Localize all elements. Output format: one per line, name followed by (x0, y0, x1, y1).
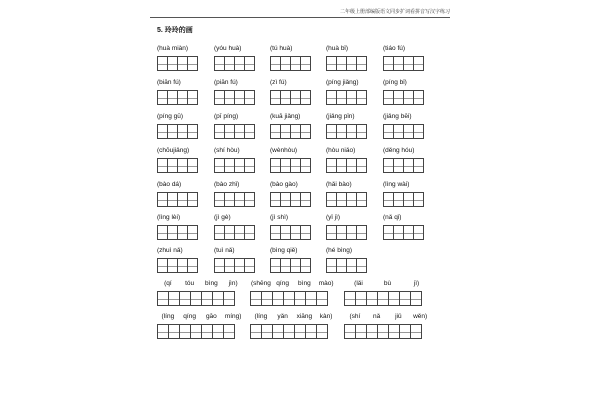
pinyin-syllable: bìng (205, 280, 218, 287)
header-rule (150, 17, 450, 18)
pinyin-syllable: jì) (413, 280, 420, 287)
pinyin-syllable: qíng (183, 313, 196, 320)
pinyin-label: (shí hòu) (214, 147, 240, 154)
writing-grid (270, 90, 311, 105)
pinyin-syllable: bìng (298, 280, 311, 287)
writing-grid (214, 124, 255, 139)
pinyin-label: (lìng wài) (383, 181, 410, 188)
vocab-item (157, 78, 198, 105)
writing-cell[interactable] (223, 324, 235, 339)
pinyin-label: (tuì nǎ) (214, 247, 235, 254)
writing-grid (383, 56, 424, 71)
pinyin-label: (bào gào) (270, 181, 298, 188)
pinyin-label: (wènhòu) (270, 147, 298, 154)
writing-grid (383, 158, 424, 173)
pinyin-syllable: wěn) (413, 313, 428, 320)
vocab-item (383, 146, 424, 173)
pinyin-label: (píng bǐ) (383, 79, 407, 86)
pinyin-syllable: xiāng (296, 313, 313, 320)
vocab-item (214, 180, 255, 207)
pinyin-syllable: (qí (164, 280, 172, 287)
pinyin-syllable: jiǔ (395, 313, 402, 320)
writing-cell[interactable] (413, 225, 424, 240)
pinyin-label: (pī píng) (214, 113, 239, 120)
writing-grid (157, 225, 198, 240)
pinyin-label (157, 312, 244, 321)
writing-cell[interactable] (356, 158, 367, 173)
writing-cell[interactable] (187, 56, 198, 71)
vocab-item (157, 213, 198, 240)
pinyin-syllable: (líng (161, 313, 175, 320)
pinyin-label: (jiǎng bēi) (383, 113, 412, 120)
writing-grid (326, 258, 367, 273)
vocab-item (157, 44, 198, 71)
pinyin-label: (zì fú) (270, 79, 287, 86)
writing-grid (326, 158, 367, 173)
writing-grid (326, 225, 367, 240)
writing-grid (270, 158, 311, 173)
writing-grid (157, 124, 198, 139)
writing-grid (326, 124, 367, 139)
pinyin-syllable: míng) (224, 313, 242, 320)
pinyin-label: (bào zhǐ) (214, 181, 240, 188)
writing-cell[interactable] (300, 56, 311, 71)
pinyin-label (344, 279, 431, 288)
writing-cell[interactable] (413, 56, 424, 71)
vocab-item (214, 146, 255, 173)
writing-grid (344, 291, 431, 306)
pinyin-label: (tiáo fú) (383, 45, 406, 52)
writing-grid (270, 124, 311, 139)
writing-cell[interactable] (187, 158, 198, 173)
pinyin-label (250, 279, 337, 288)
writing-cell[interactable] (316, 324, 328, 339)
pinyin-label: (bào dá) (157, 181, 182, 188)
vocab-item (270, 213, 311, 240)
writing-grid (270, 192, 311, 207)
writing-grid (383, 225, 424, 240)
writing-cell[interactable] (244, 225, 255, 240)
vocab-item (270, 44, 311, 71)
writing-cell[interactable] (356, 124, 367, 139)
writing-grid (326, 192, 367, 207)
vocab-item (383, 44, 424, 71)
pinyin-label: (bìng qiě) (270, 247, 298, 254)
writing-grid (214, 192, 255, 207)
pinyin-syllable: mào) (318, 280, 334, 287)
writing-cell[interactable] (300, 192, 311, 207)
writing-grid (157, 324, 244, 339)
pinyin-label: (kuā jiǎng) (270, 113, 301, 120)
pinyin-label: (děng hóu) (383, 147, 415, 154)
writing-grid (157, 56, 198, 71)
pinyin-syllable: yǎn (277, 313, 288, 320)
vocab-item (270, 180, 311, 207)
writing-cell[interactable] (316, 291, 328, 306)
vocab-item (214, 246, 255, 273)
writing-grid (270, 258, 311, 273)
writing-cell[interactable] (244, 124, 255, 139)
idiom-item (157, 312, 244, 339)
pinyin-label: (tú huà) (270, 45, 293, 52)
vocab-item (383, 112, 424, 139)
writing-cell[interactable] (187, 225, 198, 240)
vocab-item (383, 213, 424, 240)
pinyin-label: (piān fú) (214, 79, 238, 86)
pinyin-label: (jiǎng pǐn) (326, 113, 355, 120)
writing-grid (157, 158, 198, 173)
vocab-item (326, 180, 367, 207)
idiom-item (344, 279, 431, 306)
vocab-item (157, 246, 198, 273)
writing-cell[interactable] (244, 258, 255, 273)
vocab-item (214, 213, 255, 240)
writing-cell[interactable] (300, 158, 311, 173)
vocab-item (270, 78, 311, 105)
writing-grid (344, 324, 431, 339)
vocab-item (157, 180, 198, 207)
writing-grid (157, 258, 198, 273)
writing-grid (157, 192, 198, 207)
pinyin-syllable: nǎ (373, 313, 381, 320)
vocab-item (326, 213, 367, 240)
writing-cell[interactable] (410, 324, 422, 339)
vocab-item (214, 44, 255, 71)
pinyin-label (344, 312, 431, 321)
vocab-item (270, 112, 311, 139)
writing-cell[interactable] (356, 258, 367, 273)
vocab-item (214, 78, 255, 105)
pinyin-label: (yǐ jì) (326, 214, 341, 221)
pinyin-syllable: kàn) (319, 313, 333, 320)
vocab-item (157, 112, 198, 139)
writing-cell[interactable] (223, 291, 235, 306)
pinyin-label: (jì gè) (214, 214, 231, 221)
pinyin-label: (biān fú) (157, 79, 181, 86)
writing-cell[interactable] (300, 258, 311, 273)
writing-grid (157, 291, 244, 306)
pinyin-label: (píng gū) (157, 113, 184, 120)
idiom-item (250, 312, 337, 339)
vocab-item (214, 112, 255, 139)
vocab-item (157, 146, 198, 173)
pinyin-label: (hǎi bào) (326, 181, 352, 188)
pinyin-syllable: jìn) (228, 280, 238, 287)
pinyin-syllable: gāo (205, 313, 217, 320)
pinyin-syllable: tóu (185, 280, 195, 287)
pinyin-label (157, 279, 244, 288)
writing-grid (326, 90, 367, 105)
writing-cell[interactable] (413, 90, 424, 105)
writing-cell[interactable] (187, 90, 198, 105)
pinyin-syllable: (shēng (250, 280, 271, 287)
writing-grid (250, 291, 337, 306)
vocab-item (326, 112, 367, 139)
vocab-item (383, 180, 424, 207)
writing-cell[interactable] (187, 192, 198, 207)
writing-grid (214, 158, 255, 173)
pinyin-label: (zhuì nǎ) (157, 247, 183, 254)
pinyin-syllable: qíng (276, 280, 289, 287)
pinyin-label: (yóu huà) (214, 45, 242, 52)
vocab-item (270, 146, 311, 173)
writing-cell[interactable] (356, 225, 367, 240)
writing-cell[interactable] (356, 56, 367, 71)
writing-grid (214, 90, 255, 105)
pinyin-syllable: (líng (254, 313, 268, 320)
writing-grid (250, 324, 337, 339)
writing-cell[interactable] (413, 192, 424, 207)
writing-grid (270, 56, 311, 71)
vocab-item (383, 78, 424, 105)
writing-cell[interactable] (187, 124, 198, 139)
pinyin-label: (hòu niǎo) (326, 147, 356, 154)
writing-grid (157, 90, 198, 105)
writing-cell[interactable] (244, 90, 255, 105)
pinyin-label: (chōujiǎng) (157, 147, 190, 154)
vocab-item (326, 78, 367, 105)
writing-cell[interactable] (356, 192, 367, 207)
vocab-item (326, 44, 367, 71)
pinyin-syllable: (shí (349, 313, 361, 320)
writing-cell[interactable] (413, 158, 424, 173)
writing-grid (383, 124, 424, 139)
pinyin-label: (huà bǐ) (326, 45, 349, 52)
header-title: 二年级上册部编版语文同步扩词看拼音写汉字练习 (339, 9, 450, 15)
writing-cell[interactable] (356, 90, 367, 105)
writing-cell[interactable] (187, 258, 198, 273)
pinyin-label: (lìng lèi) (157, 214, 181, 221)
pinyin-label: (píng jiǎng) (326, 79, 359, 86)
writing-cell[interactable] (300, 225, 311, 240)
vocab-item (326, 246, 367, 273)
idiom-item (344, 312, 431, 339)
pinyin-syllable: bù (383, 280, 392, 287)
vocab-item (270, 246, 311, 273)
writing-grid (214, 258, 255, 273)
vocab-item (326, 146, 367, 173)
section-title: 5. 玲玲的画 (157, 27, 193, 34)
pinyin-label: (hé bìng) (326, 247, 353, 254)
writing-grid (326, 56, 367, 71)
writing-cell[interactable] (300, 90, 311, 105)
writing-cell[interactable] (244, 192, 255, 207)
writing-cell[interactable] (244, 56, 255, 71)
pinyin-label (250, 312, 337, 321)
writing-grid (383, 90, 424, 105)
writing-grid (383, 192, 424, 207)
idiom-item (250, 279, 337, 306)
writing-grid (270, 225, 311, 240)
pinyin-label: (nǎ qǐ) (383, 214, 402, 221)
writing-cell[interactable] (410, 291, 422, 306)
pinyin-syllable: (lǎi (354, 280, 363, 287)
writing-cell[interactable] (244, 158, 255, 173)
pinyin-label: (jì shì) (270, 214, 289, 221)
writing-cell[interactable] (300, 124, 311, 139)
writing-grid (214, 56, 255, 71)
pinyin-label: (huà miàn) (157, 45, 189, 52)
writing-grid (214, 225, 255, 240)
idiom-item (157, 279, 244, 306)
writing-cell[interactable] (413, 124, 424, 139)
